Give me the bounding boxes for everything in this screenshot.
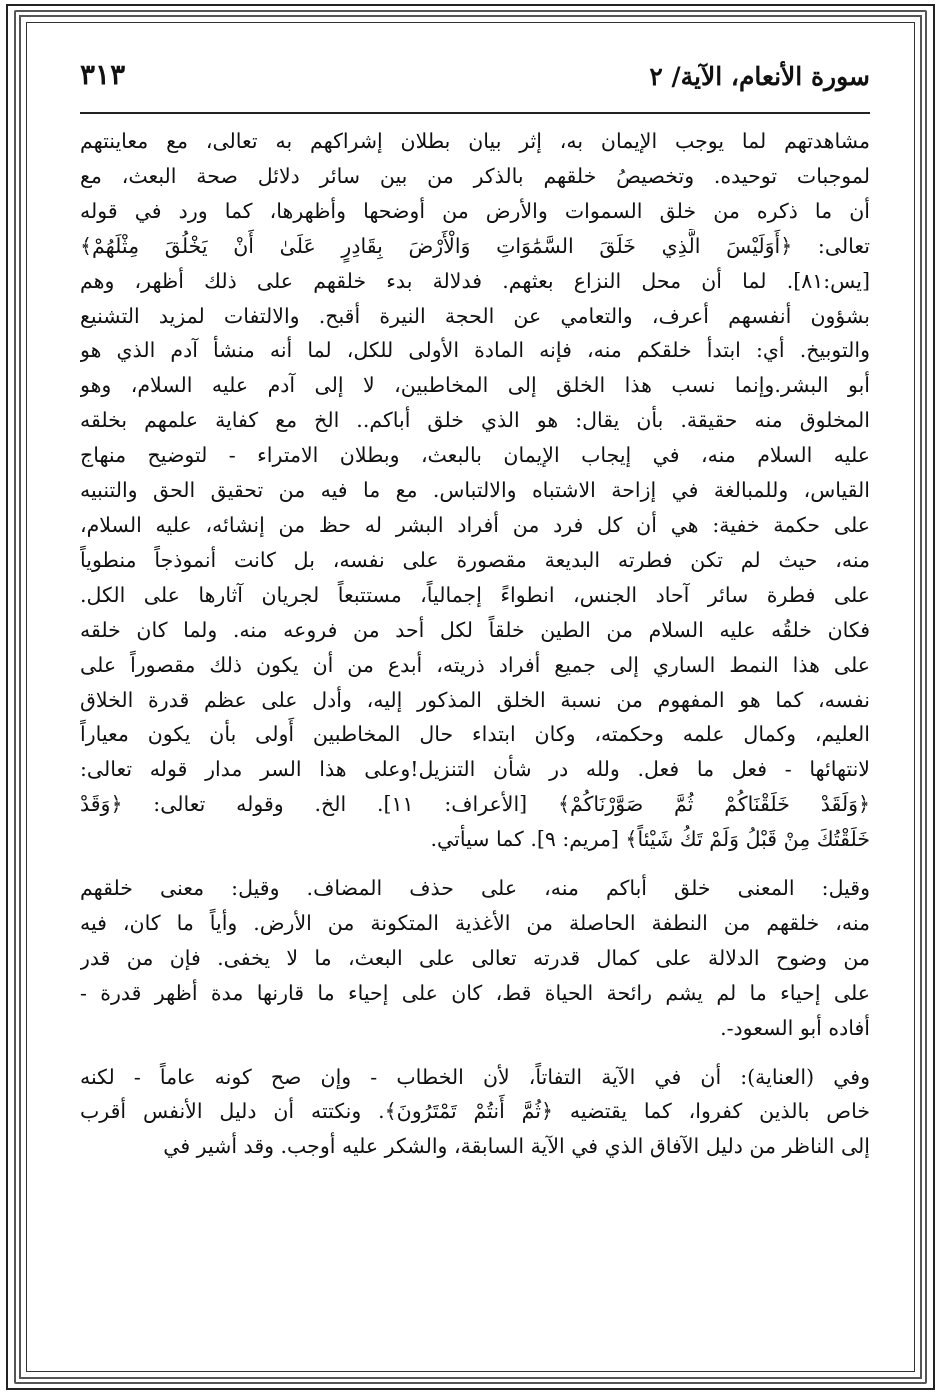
text-line: أفاده أبو السعود-. xyxy=(720,1015,870,1040)
text-line: منه، حيث لم تكن فطرته البديعة مقصورة على نفسه، بل كانت أنموذجاً منطوياً xyxy=(80,547,870,572)
paragraph xyxy=(80,124,870,857)
text-line: [يس:٨١]. لما أن محل النزاع بعثهم. فدلالة بدء خلقهم على ذلك أظهر، وهم xyxy=(80,268,870,293)
page-number: ٣١٣ xyxy=(80,58,126,91)
text-line: على هذا النمط الساري إلى جميع أفراد ذريته، أبدع من أن يكون ذلك مقصوراً على xyxy=(80,652,870,677)
text-line: لانتهائها - فعل ما فعل. ولله در شأن التنزيل!وعلى هذا السر مدار قوله تعالى: xyxy=(80,757,870,782)
page-header xyxy=(80,58,870,102)
text-line: أن ما ذكره من خلق السموات والأرض من أوضحها وأظهرها، كما ورد في قوله xyxy=(80,198,870,223)
text-line: والتوبيخ. أي: ابتدأ خلقكم منه، فإنه المادة الأولى للكل، لما أنه منشأ آدم الذي هو xyxy=(80,338,870,363)
text-line: على إحياء ما لم يشم رائحة الحياة قط، كان على إحياء ما قارنها مدة أظهر قدرة - xyxy=(80,980,870,1005)
surah-title: سورة الأنعام، الآية/ ٢ xyxy=(649,62,870,91)
text-line: على فطرة سائر آحاد الجنس، انطواءً إجمالياً، مستتبعاً لجريان آثارها على الكل. xyxy=(80,582,870,607)
text-line: ﴿وَلَقَدْ خَلَقْنَاكُمْ ثُمَّ صَوَّرْنَاكُمْ﴾ [الأعراف: ١١]. الخ. وقوله تعالى: ﴿وَقَدْ xyxy=(80,792,870,817)
text-line: منه، خلقهم من النطفة الحاصلة من الأغذية المتكونة من الأرض. وأياً ما كان، فيه xyxy=(80,910,870,935)
text-line: وقيل: المعنى خلق أباكم منه، على حذف المضاف. وقيل: معنى خلقهم xyxy=(80,876,870,901)
text-line: إلى الناظر من دليل الآفاق الذي في الآية السابقة، والشكر عليه أوجب. وقد أشير في xyxy=(163,1134,870,1159)
text-line: بشؤون أنفسهم أعرف، والتعامي عن الحجة النيرة أقبح. والالتفات لمزيد التشنيع xyxy=(80,303,870,328)
text-line: مشاهدتهم لما يوجب الإيمان به، إثر بيان بطلان إشراكهم به تعالى، مع معاينتهم xyxy=(80,129,870,153)
text-line: نفسه، كما هو المفهوم من نسبة الخلق المذكور إليه، وأدل على عظم قدرة الخلاق xyxy=(80,687,870,712)
text-line: أبو البشر.وإنما نسب هذا الخلق إلى المخاطبين، لا إلى آدم عليه السلام، وهو xyxy=(80,373,870,398)
paragraph xyxy=(80,1060,870,1165)
text-line: المخلوق منه حقيقة. بأن يقال: هو الذي خلق أباكم.. الخ مع كفاية علمهم بخلقه xyxy=(80,408,870,433)
paragraph xyxy=(80,871,870,1046)
text-line: عليه السلام منه، في إيجاب الإيمان بالبعث، وبطلان الامتراء - لتوضيح منهاج xyxy=(80,443,870,468)
text-line: فكان خلقُه عليه السلام من الطين خلقاً لكل أحد من فروعه منه. ولما كان خلقه xyxy=(80,617,870,642)
text-line: العليم، وكمال علمه وحكمته، وكان ابتداء حال المخاطبين أَولى بأن يكون معياراً xyxy=(80,722,870,747)
text-line: خَلَقْتُكَ مِنْ قَبْلُ وَلَمْ تَكُ شَيْئاً﴾ [مريم: ٩]. كما سيأتي. xyxy=(430,827,870,852)
text-line: لموجبات توحيده. وتخصيصُ خلقهم بالذكر من بين سائر دلائل صحة البعث، مع xyxy=(80,163,870,188)
text-line: تعالى: ﴿أَوَلَيْسَ الَّذِي خَلَقَ السَّمَٰوَاتِ وَالْأَرْضَ بِقَادِرٍ عَلَىٰ أَنْ يَخْلُقَ مِثْلَهُمْ﴾ xyxy=(80,233,870,258)
text-line: خاص بالذين كفروا، كما يقتضيه ﴿ثُمَّ أَنتُمْ تَمْتَرُونَ﴾. ونكتته أن دليل الأنفس أقرب xyxy=(80,1099,870,1124)
text-line: وفي (العناية): أن في الآية التفاتاً، لأن الخطاب - وإن صح كونه عاماً - لكنه xyxy=(80,1064,870,1089)
header-rule xyxy=(80,112,870,114)
text-line: القياس، وللمبالغة في إزاحة الاشتباه والالتباس. مع ما فيه من تحقيق الحق والتنبيه xyxy=(80,478,870,503)
text-line: على حكمة خفية: هي أن كل فرد من أفراد البشر له حظ من إنشائه، عليه السلام، xyxy=(80,512,870,537)
text-line: من وضوح الدلالة على كمال قدرته تعالى على البعث، ما لا يخفى. فإن من قدر xyxy=(80,945,870,970)
body-text xyxy=(80,124,870,1164)
